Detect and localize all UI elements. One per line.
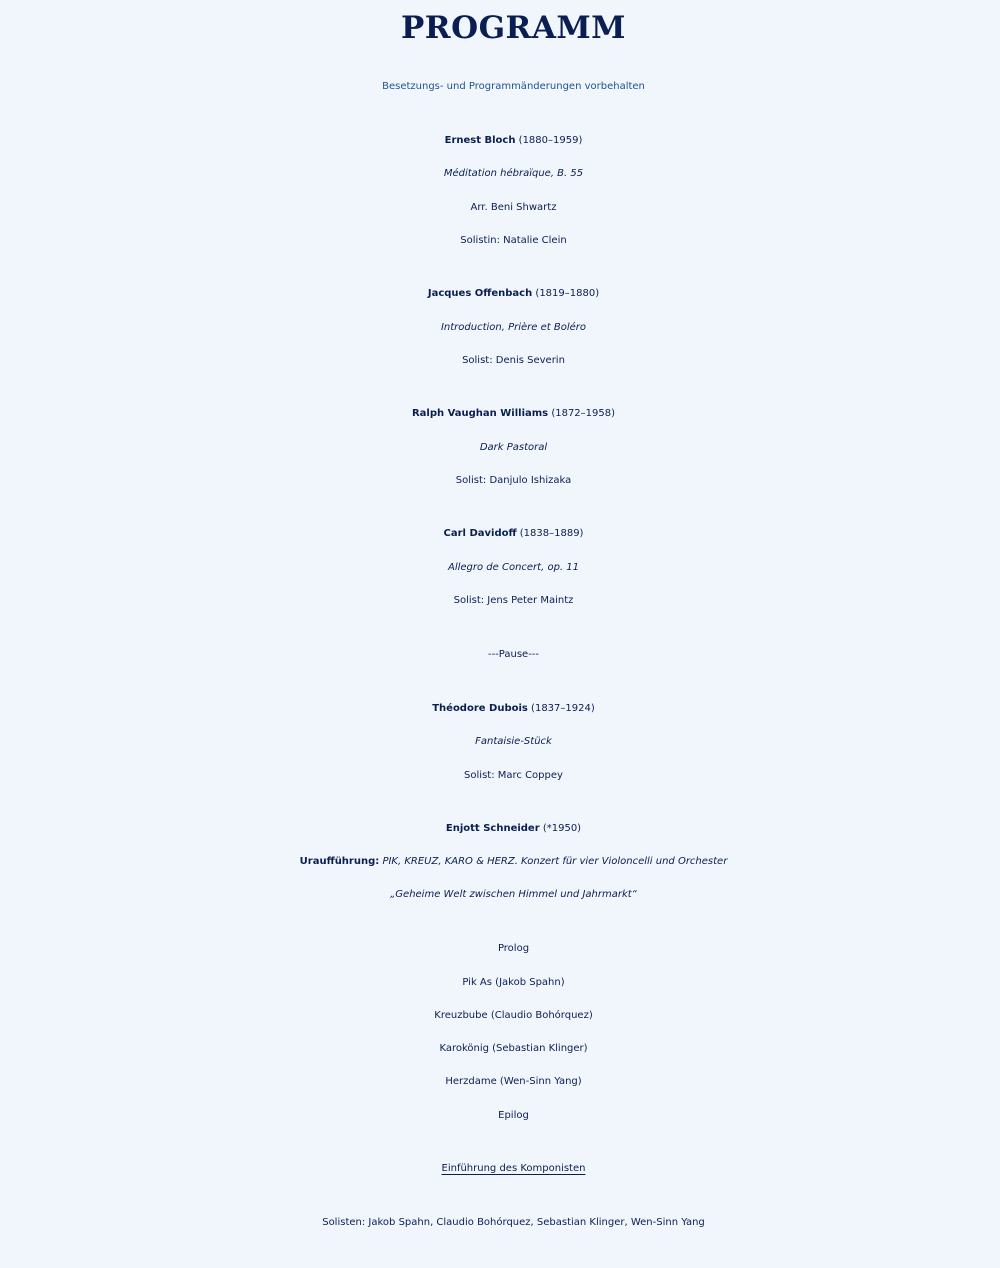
work-heading <box>0 282 1000 306</box>
soloist: Solist: Marc Coppey <box>464 770 563 781</box>
composer-dates: (1819–1880) <box>532 288 600 299</box>
page-title: PROGRAMM <box>401 10 626 46</box>
composer-name: Enjott Schneider <box>445 823 540 834</box>
soloist: Solist: Jens Peter Maintz <box>453 595 574 606</box>
work-subtitle: „Geheime Welt zwischen Himmel und Jahrmarkt“ <box>390 889 637 900</box>
movement: Pik As (Jakob Spahn) <box>462 977 565 988</box>
premiere-label: Uraufführung: <box>299 856 380 867</box>
soloist: Solist: Denis Severin <box>462 355 565 366</box>
change-notice: Besetzungs- und Programmänderungen vorbehalten <box>382 81 645 92</box>
composer-dates: (1838–1889) <box>516 528 584 539</box>
work-heading <box>0 129 1000 153</box>
work-title: Allegro de Concert, op. 11 <box>447 562 579 573</box>
composer-name: Ernest Bloch <box>444 135 516 146</box>
premiere-line <box>0 850 1000 874</box>
work-title: Introduction, Prière et Boléro <box>440 322 587 333</box>
composer-dates: (1837–1924) <box>527 703 595 714</box>
work-title: Fantaisie-Stück <box>475 736 552 747</box>
work-title: Dark Pastoral <box>479 442 548 453</box>
movement: Herzdame (Wen-Sinn Yang) <box>445 1076 582 1087</box>
composer-dates: (*1950) <box>539 823 582 834</box>
composer-name: Théodore Dubois <box>432 703 528 714</box>
work-heading <box>0 697 1000 721</box>
intermission: ---Pause--- <box>487 649 540 660</box>
movement: Karokönig (Sebastian Klinger) <box>439 1043 588 1054</box>
soloists-list: Solisten: Jakob Spahn, Claudio Bohórquez, Sebastian Klinger, Wen-Sinn Yang <box>322 1217 705 1228</box>
composer-name: Jacques Offenbach <box>427 288 533 299</box>
movement: Prolog <box>497 943 530 954</box>
composer-name: Carl Davidoff <box>443 528 517 539</box>
composer-dates: (1872–1958) <box>548 408 616 419</box>
arranger: Arr. Beni Shwartz <box>470 202 557 213</box>
soloist: Solist: Danjulo Ishizaka <box>455 475 572 486</box>
movement: Epilog <box>498 1110 529 1121</box>
soloist: Solistin: Natalie Clein <box>460 235 567 246</box>
composer-name: Ralph Vaughan Williams <box>411 408 549 419</box>
work-title: Méditation hébraïque, B. 55 <box>443 168 584 179</box>
work-heading <box>0 817 1000 841</box>
composer-intro-row <box>0 1157 1000 1181</box>
work-title: PIK, KREUZ, KARO & HERZ. Konzert für vier Violoncelli und Orchester <box>379 856 728 867</box>
movement: Kreuzbube (Claudio Bohórquez) <box>434 1010 593 1021</box>
work-heading <box>0 402 1000 426</box>
composer-dates: (1880–1959) <box>515 135 583 146</box>
work-heading <box>0 522 1000 546</box>
composer-intro-link[interactable]: Einführung des Komponisten <box>441 1163 586 1174</box>
